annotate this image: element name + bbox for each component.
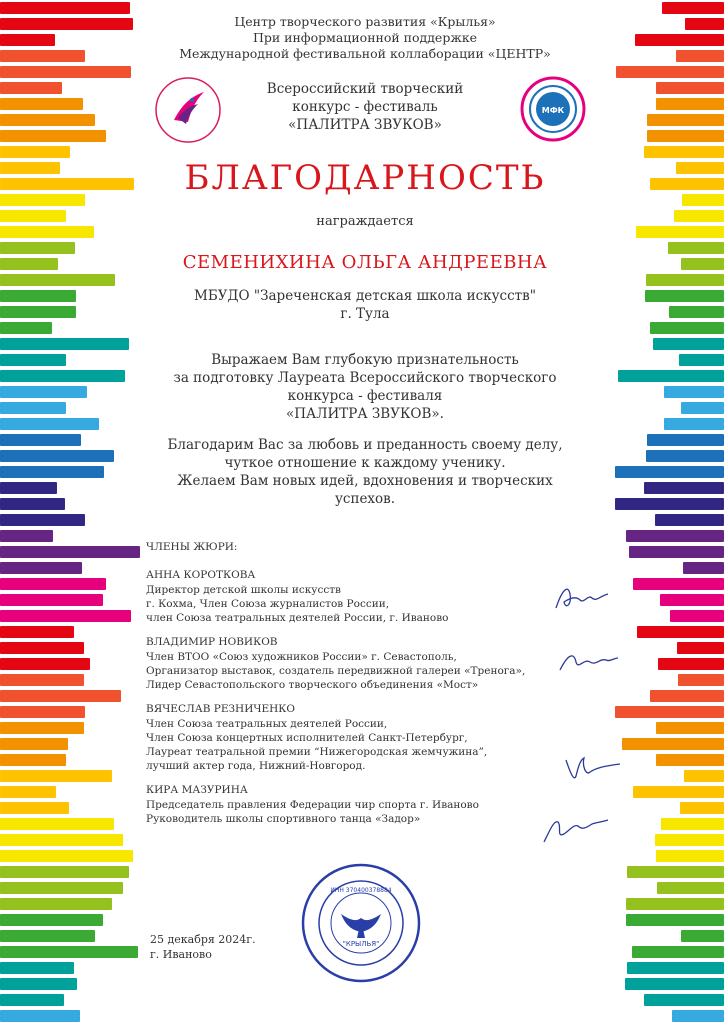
equalizer-bar — [674, 210, 724, 222]
equalizer-bar — [625, 978, 724, 990]
equalizer-bar — [0, 98, 83, 110]
contest-name — [130, 80, 600, 134]
equalizer-bar — [0, 482, 57, 494]
equalizer-bar — [0, 178, 134, 190]
equalizer-bar — [0, 594, 103, 606]
equalizer-bar — [0, 530, 53, 542]
equalizer-bar — [0, 274, 115, 286]
paragraph-line: конкурса - фестиваля — [287, 388, 443, 404]
equalizer-bar — [637, 626, 724, 638]
equalizer-bar — [615, 498, 724, 510]
awarded-label: награждается — [316, 214, 414, 229]
jury-member-line: Лауреат театральной премии “Нижегородская жемчужина”, — [146, 746, 488, 758]
equalizer-bar — [0, 386, 87, 398]
jury-member-line: Руководитель школы спортивного танца «Задор» — [146, 813, 421, 825]
jury-member-line: Член ВТОО «Союз художников России» г. Севастополь, — [146, 651, 457, 663]
jury-heading: ЧЛЕНЫ ЖЮРИ: — [146, 541, 238, 553]
equalizer-bar — [0, 338, 129, 350]
svg-text:МФК: МФК — [541, 106, 565, 115]
equalizer-bar — [653, 338, 724, 350]
jury-section — [146, 540, 576, 836]
paragraph-line: успехов. — [334, 491, 396, 507]
equalizer-bar — [681, 930, 724, 942]
equalizer-bar — [626, 898, 724, 910]
equalizer-bar — [0, 674, 84, 686]
signature — [552, 580, 612, 616]
equalizer-bar — [0, 82, 62, 94]
equalizer-bar — [0, 786, 56, 798]
equalizer-bar — [656, 722, 724, 734]
jury-member-line: Лидер Севастопольского творческого объединения «Мост» — [146, 679, 479, 691]
equalizer-bar — [650, 322, 724, 334]
jury-member-line: лучший актер года, Нижний-Новгород. — [146, 760, 366, 772]
issue-city: г. Иваново — [150, 948, 212, 961]
equalizer-bar — [677, 642, 724, 654]
equalizer-bar — [0, 802, 69, 814]
recipient-name: СЕМЕНИХИНА ОЛЬГА АНДРЕЕВНА — [182, 252, 548, 273]
equalizer-bar — [669, 306, 724, 318]
equalizer-bar — [647, 114, 724, 126]
equalizer-bar — [645, 290, 724, 302]
equalizer-bar — [615, 466, 724, 478]
equalizer-bar — [650, 690, 724, 702]
jury-member-name: КИРА МАЗУРИНА — [146, 784, 248, 796]
jury-member-line: член Союза театральных деятелей России, г. Иваново — [146, 612, 449, 624]
signature — [540, 812, 610, 848]
stamp-center-text: "КРЫЛЬЯ" — [342, 940, 380, 948]
equalizer-bar — [0, 226, 94, 238]
equalizer-bar — [0, 754, 66, 766]
stamp-inn-text: ИНН 370400378884 — [330, 887, 392, 894]
jury-member — [146, 635, 576, 692]
equalizer-bar — [0, 658, 90, 670]
equalizer-bar — [629, 546, 724, 558]
equalizer-bar — [0, 930, 95, 942]
equalizer-bar — [0, 450, 114, 462]
paragraph-line: чуткое отношение к каждому ученику. — [224, 455, 506, 471]
equalizer-bar — [635, 34, 724, 46]
left-rainbow-bars — [0, 0, 140, 1024]
equalizer-bar — [658, 658, 724, 670]
equalizer-bar — [0, 210, 66, 222]
equalizer-bar — [626, 530, 724, 542]
equalizer-bar — [662, 2, 724, 14]
equalizer-bar — [0, 434, 81, 446]
equalizer-bar — [0, 50, 85, 62]
equalizer-bar — [656, 754, 724, 766]
paragraph-line: «ПАЛИТРА ЗВУКОВ». — [286, 406, 444, 422]
official-stamp — [300, 862, 422, 984]
equalizer-bar — [670, 610, 724, 622]
equalizer-bar — [615, 706, 724, 718]
jury-member-name: ВЛАДИМИР НОВИКОВ — [146, 636, 278, 648]
jury-member-line: Член Союза концертных исполнителей Санкт-Петербург, — [146, 732, 468, 744]
equalizer-bar — [0, 322, 52, 334]
contest-line: конкурс - фестиваль — [292, 99, 438, 115]
paragraph-line: Благодарим Вас за любовь и преданность своему делу, — [167, 437, 563, 453]
equalizer-bar — [646, 274, 724, 286]
equalizer-bar — [683, 562, 724, 574]
equalizer-bar — [622, 738, 724, 750]
paragraph-line: Выражаем Вам глубокую признательность — [211, 352, 519, 368]
equalizer-bar — [0, 642, 84, 654]
equalizer-bar — [0, 706, 85, 718]
equalizer-bar — [0, 610, 131, 622]
equalizer-bar — [676, 50, 724, 62]
signature — [556, 648, 620, 678]
equalizer-bar — [664, 418, 724, 430]
equalizer-bar — [0, 994, 64, 1006]
equalizer-bar — [0, 354, 66, 366]
jury-member-line: г. Кохма, Член Союза журналистов России, — [146, 598, 390, 610]
jury-member — [146, 783, 576, 826]
contest-line: Всероссийский творческий — [266, 81, 464, 97]
equalizer-bar — [627, 962, 724, 974]
equalizer-bar — [0, 306, 76, 318]
equalizer-bar — [681, 258, 724, 270]
header-line: При информационной поддержке — [252, 30, 478, 45]
equalizer-bar — [672, 1010, 724, 1022]
jury-member-line: Председатель правления Федерации чир спорта г. Иваново — [146, 799, 479, 811]
equalizer-bar — [644, 146, 724, 158]
header-line: Центр творческого развития «Крылья» — [234, 14, 496, 29]
jury-member — [146, 568, 576, 625]
certificate-title: БЛАГОДАРНОСТЬ — [184, 158, 546, 198]
equalizer-bar — [0, 690, 121, 702]
equalizer-bar — [627, 866, 724, 878]
equalizer-bar — [632, 946, 724, 958]
equalizer-bar — [0, 946, 138, 958]
equalizer-bar — [679, 354, 724, 366]
equalizer-bar — [0, 546, 140, 558]
equalizer-bar — [660, 594, 724, 606]
equalizer-bar — [0, 114, 95, 126]
jury-member-line: Директор детской школы искусств — [146, 584, 341, 596]
equalizer-bar — [0, 962, 74, 974]
equalizer-bar — [661, 818, 724, 830]
equalizer-bar — [684, 770, 724, 782]
equalizer-bar — [0, 770, 112, 782]
equalizer-bar — [0, 914, 103, 926]
equalizer-bar — [0, 402, 66, 414]
equalizer-bar — [0, 882, 123, 894]
equalizer-bar — [0, 418, 99, 430]
gratitude-paragraph — [130, 351, 600, 423]
recipient-organization — [130, 287, 600, 323]
equalizer-bar — [0, 130, 106, 142]
contest-line: «ПАЛИТРА ЗВУКОВ» — [288, 117, 442, 133]
equalizer-bar — [0, 1010, 80, 1022]
equalizer-bar — [0, 722, 84, 734]
equalizer-bar — [0, 818, 114, 830]
right-rainbow-bars — [614, 0, 724, 1024]
organization-line: МБУДО "Зареченская детская школа искусств" — [194, 288, 536, 304]
equalizer-bar — [0, 370, 125, 382]
equalizer-bar — [0, 146, 70, 158]
equalizer-bar — [0, 578, 106, 590]
equalizer-bar — [618, 370, 724, 382]
equalizer-bar — [0, 850, 133, 862]
equalizer-bar — [0, 466, 104, 478]
equalizer-bar — [0, 898, 112, 910]
equalizer-bar — [0, 66, 131, 78]
equalizer-bar — [616, 66, 724, 78]
equalizer-bar — [0, 18, 133, 30]
equalizer-bar — [644, 482, 724, 494]
equalizer-bar — [656, 82, 724, 94]
equalizer-bar — [0, 562, 82, 574]
equalizer-bar — [656, 850, 724, 862]
equalizer-bar — [626, 914, 724, 926]
equalizer-bar — [656, 98, 724, 110]
equalizer-bar — [678, 674, 724, 686]
equalizer-bar — [0, 162, 60, 174]
issue-date: 25 декабря 2024г. — [150, 933, 256, 946]
equalizer-bar — [0, 834, 123, 846]
equalizer-bar — [0, 866, 129, 878]
equalizer-bar — [633, 786, 724, 798]
equalizer-bar — [0, 738, 68, 750]
equalizer-bar — [680, 802, 724, 814]
equalizer-bar — [676, 162, 724, 174]
equalizer-bar — [650, 178, 724, 190]
equalizer-bar — [655, 514, 724, 526]
equalizer-bar — [0, 498, 65, 510]
equalizer-bar — [0, 34, 55, 46]
organizer-header — [130, 14, 600, 62]
paragraph-line: Желаем Вам новых идей, вдохновения и творческих — [177, 473, 553, 489]
equalizer-bar — [644, 994, 724, 1006]
equalizer-bar — [657, 882, 724, 894]
equalizer-bar — [655, 834, 724, 846]
equalizer-bar — [647, 130, 724, 142]
wishes-paragraph — [130, 436, 600, 508]
jury-member-line: Организатор выставок, создатель передвижной галереи «Тренога», — [146, 665, 526, 677]
organization-city: г. Тула — [340, 306, 390, 322]
equalizer-bar — [681, 402, 724, 414]
equalizer-bar — [0, 242, 75, 254]
equalizer-bar — [0, 194, 85, 206]
jury-member-line: Член Союза театральных деятелей России, — [146, 718, 388, 730]
jury-member — [146, 702, 576, 773]
signature — [560, 752, 624, 786]
equalizer-bar — [685, 18, 724, 30]
equalizer-bar — [0, 290, 76, 302]
equalizer-bar — [668, 242, 724, 254]
jury-member-name: ВЯЧЕСЛАВ РЕЗНИЧЕНКО — [146, 703, 296, 715]
equalizer-bar — [0, 258, 58, 270]
header-line: Международной фестивальной коллаборации «ЦЕНТР» — [179, 46, 551, 61]
equalizer-bar — [646, 450, 724, 462]
equalizer-bar — [0, 2, 130, 14]
equalizer-bar — [647, 434, 724, 446]
equalizer-bar — [636, 226, 724, 238]
issue-date-block — [150, 932, 256, 962]
equalizer-bar — [682, 194, 724, 206]
jury-member-name: АННА КОРОТКОВА — [146, 569, 256, 581]
paragraph-line: за подготовку Лауреата Всероссийского творческого — [173, 370, 557, 386]
equalizer-bar — [633, 578, 724, 590]
equalizer-bar — [0, 978, 77, 990]
equalizer-bar — [0, 626, 74, 638]
equalizer-bar — [0, 514, 85, 526]
equalizer-bar — [664, 386, 724, 398]
